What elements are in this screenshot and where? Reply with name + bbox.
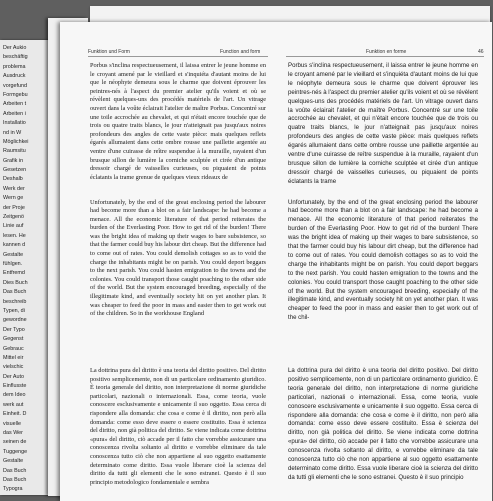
margin-line: lesen. He bbox=[3, 232, 26, 239]
margin-line: Deshalb bbox=[3, 176, 23, 183]
margin-line: Arbeiten i bbox=[3, 110, 26, 117]
margin-line: Mittel eir bbox=[3, 354, 24, 361]
margin-line: Ausdruck bbox=[3, 73, 26, 80]
margin-line: vorgefund bbox=[3, 82, 27, 89]
page-number: 46 bbox=[478, 49, 484, 55]
right-header: Funktion en forme bbox=[366, 49, 407, 55]
margin-line: Linie auf bbox=[3, 223, 24, 230]
margin-line: Das Buch bbox=[3, 467, 27, 474]
margin-line: Raumsitu bbox=[3, 148, 26, 155]
margin-line: Gebrauc bbox=[3, 345, 24, 352]
paragraph-italian: La dottrina pura del diritto è una teoria del diritto positivo. Del diritto positivo semplicemente, non di un particolare ordinamento giuridico. È teoria generale del diritto, non interpretazione di norme giuridiche particolari, nazionali o internazionali. Essa, come teoria, vuole conoscere esclusivamente e unicamente il suo oggetto. Essa cerca di rispondere alla domanda: che cosa e come è il diritto, non però alla domanda: come esso deve essere o essere costituito. Essa è scienza del diritto, non già politica del diritto. Se viene indicata come dottrina «pura» del diritto, ciò accade per il fatto che vorrebbe assicurare una conoscenza rivolta soltanto al diritto e vorrebbe eliminare da tale conoscenza tutto ciò che non appartiene al suo oggetto esattamente determinato come diritto. Essa vuole liberare cioè la scienza del diritto da tutti gli elementi che le sono estranei. Questo è il suo principio metodologico fondamentale e sembra bbox=[90, 367, 266, 486]
margin-line: vielschic bbox=[3, 364, 24, 371]
margin-line: Das Buch bbox=[3, 289, 27, 296]
margin-line: Arbeiten t bbox=[3, 101, 27, 108]
margin-line: das Wer bbox=[3, 430, 23, 437]
margin-line: Installatio bbox=[3, 120, 26, 127]
left-column bbox=[90, 62, 266, 501]
margin-line: beschäftig bbox=[3, 54, 28, 61]
margin-line: Einheit. D bbox=[3, 411, 27, 418]
margin-line: fühlgen. bbox=[3, 260, 23, 267]
paragraph-english: Unfortunately, by the end of the great enclosing period the labourer had become more than a blot on a fair landscape: he had become a menace. All the economic literature of that period reiterates the burden of the Everlasting Poor. How to get rid of the burden! There was the bright idea of making up their wages to bare subsistence, so that the farmer could buy his labour dirt cheap, but the difference had to come out of rates. You could demolish cottages so as to void the charge the inhabitants might be on parish. You could deport beggars to the next parish. You could hasten emigration to the towns and the colonies. You could transport those caught poaching to the other side of the world. But the system encouraged breeding, especially of the illegitimate kind, and eventually society hit on yet another plan. It was cheaper to feed the poor in mass and easier then to get work out of the chil- bbox=[288, 198, 478, 322]
margin-line: visuelle bbox=[3, 420, 21, 427]
margin-line: Gegenst bbox=[3, 336, 24, 343]
margin-line: kannen d bbox=[3, 242, 26, 249]
paragraph-french: Porbus s'inclina respectueusement, il laissa entrer le jeune homme en le croyant amené par le vieillard et s'inquiéta d'autant moins de lui que le néophyte demeura sous le charme que doivent éprouver les peintres-nés à l'aspect du premier atelier qu'ils voient et où se révèlent quelques-uns des procédés matériels de l'art. Un vitrage ouvert dans la voûte éclairait l'atelier de maître Porbus. Concentré sur une toile accrochée au chevalet, et qui n'était encore touchée que de trois ou quatre traits blancs, le jour n'atteignait pas jusqu'aux noires profondeurs des angles de cette vaste pièce: mais quelques reflets égarés allumaient dans cette ombre rousse une paillette argentée au ventre d'une cuirasse de reître suspendue à la muraille, rayaient d'un brusque sillon de lumière la corniche sculptée et cirée d'un antique dressoir chargé de vaisselles curieuses, ou piquaient de points éclatants la trame grenue de quelques vieux rideaux de bbox=[90, 62, 266, 181]
header-rule-right bbox=[286, 56, 484, 57]
center-header: Function and form bbox=[220, 49, 261, 55]
margin-line: Gestalte bbox=[3, 458, 24, 465]
margin-line: Der Typo bbox=[3, 326, 25, 333]
margin-line: Grafik in bbox=[3, 157, 24, 164]
margin-line: Einflusste bbox=[3, 383, 27, 390]
front-page bbox=[60, 22, 492, 501]
margin-line: Formgebu bbox=[3, 91, 28, 98]
right-column bbox=[288, 62, 478, 501]
margin-line: Tuggenge bbox=[3, 448, 28, 455]
margin-line: Wern ge bbox=[3, 195, 24, 202]
paragraph-french: Porbus s'inclina respectueusement, il laissa entrer le jeune homme en le croyant amené par le vieillard et s'inquiéta d'autant moins de lui que le néophyte demeura sous le charme que doivent éprouver les peintres-nés à l'aspect du premier atelier qu'ils voient et où se révèlent quelques-uns des procédés matériels de l'art. Un vitrage ouvert dans la voûte éclairait l'atelier de maître Porbus. Concentré sur une toile accrochée au chevalet, et qui n'était encore touchée que de trois ou quatre traits blancs, le jour n'atteignait pas jusqu'aux noires profondeurs des angles de cette vaste pièce: mais quelques reflets égarés allumaient dans cette ombre rousse une paillette argentée au ventre d'une cuirasse de reître suspendue à la muraille, rayaient d'un brusque sillon de lumière la corniche sculptée et cirée d'un antique dressoir chargé de vaisselles curieuses, ou piquaient de points éclatants la trame bbox=[288, 62, 478, 185]
margin-line: Typen, di bbox=[3, 307, 25, 314]
left-header: Funktion und Form bbox=[88, 49, 130, 55]
margin-line: problema bbox=[3, 63, 26, 70]
margin-line: dem Ideo bbox=[3, 392, 26, 399]
margin-line: beschreib bbox=[3, 298, 27, 305]
margin-line: Typogra bbox=[3, 486, 23, 493]
paragraph-italian: La dottrina pura del diritto è una teoria del diritto positivo. Del diritto positivo semplicemente, non di un particolare ordinamento giuridico. È teoria generale del diritto, non interpretazione di norme giuridiche particolari, nazionali o internazionali. Essa, come teoria, vuole conoscere esclusivamente e unicamente il suo oggetto. Essa cerca di rispondere alla domanda: che cosa e come è il diritto, non però alla domanda: come esso deve essere costituito. Essa è scienza del diritto, non già politica del diritto. Se viene indicata come dottrina «pura» del diritto, ciò accade per il fatto che vorrebbe assicurare una conoscenza rivolta soltanto al diritto, e vorrebbe eliminare da tale conoscenza tutto ciò che non appartiene al suo oggetto esattamente determinato come diritto. Essa vuole liberare cioè la scienza del diritto da tutti gli elementi che le sono estranei. Questo è il suo principio bbox=[288, 367, 478, 481]
margin-line: Der Auto bbox=[3, 373, 24, 380]
margin-line: Möglichkei bbox=[3, 138, 29, 145]
margin-line: Gestalte bbox=[3, 251, 24, 258]
header-rule-left bbox=[88, 56, 268, 57]
margin-line: der Proje bbox=[3, 204, 25, 211]
margin-line: werk aut bbox=[3, 401, 24, 408]
margin-line: seinen de bbox=[3, 439, 27, 446]
margin-line: Das Buch bbox=[3, 476, 27, 483]
margin-line: Dies Buch bbox=[3, 279, 28, 286]
margin-line: Werk der bbox=[3, 185, 25, 192]
margin-line: Gesetzen bbox=[3, 167, 27, 174]
paragraph-english: Unfortunately, by the end of the great enclosing period the labourer had become more than a blot on a fair landscape: he had become a menace. All the economic literature of that period reiterates the burden of the Everlasting Poor. How to get rid of the burden! There was the bright idea of making up their wages to bare subsistence, so that the farmer could buy his labour dirt cheap. But the difference had to come out of rates. You could demolish cottages so as to void the charge the inhabitants might be on parish. You could deport beggars to the next parish. You could hasten emigration to the towns and the colonies. You could transport those caught poaching to the other side of the world. But the system encouraged breeding, especially of the illegitimate kind, and eventually society hit on yet another plan. It was cheaper to feed the poor in mass and easier then to get work out of the children. So in the workhouse England bbox=[90, 198, 266, 318]
margin-line: Der Aukio bbox=[3, 45, 27, 51]
margin-line: nd in W bbox=[3, 129, 22, 136]
margin-line: Entfremd bbox=[3, 270, 25, 277]
margin-line: Zeitgenö bbox=[3, 214, 24, 221]
margin-line: gewordne bbox=[3, 317, 27, 324]
